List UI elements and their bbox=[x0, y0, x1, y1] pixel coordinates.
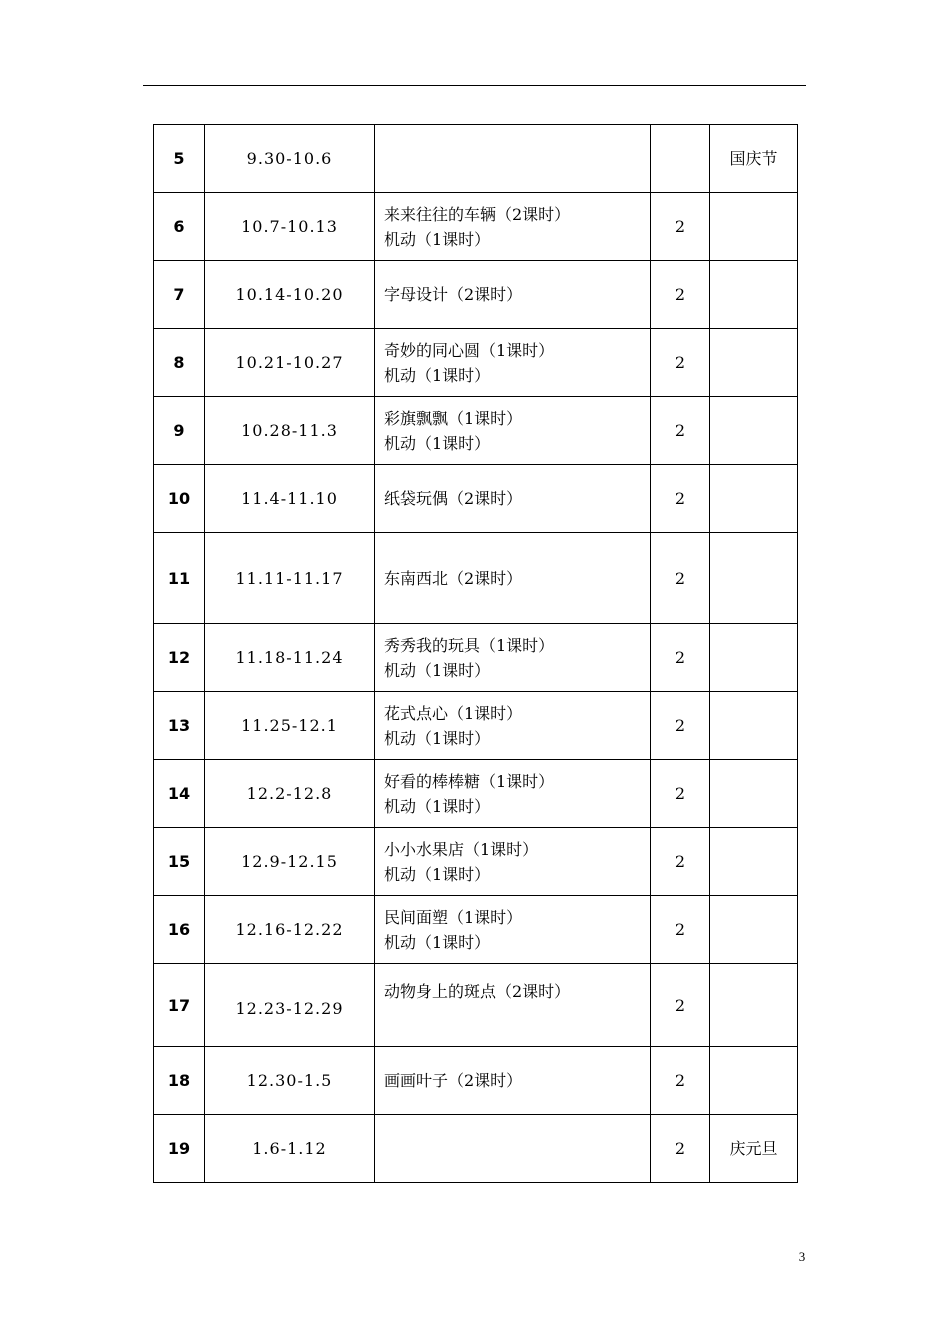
header-rule bbox=[143, 85, 806, 86]
content-line: 东南西北（2课时） bbox=[384, 568, 523, 588]
table-row bbox=[154, 465, 798, 533]
content-cell bbox=[375, 760, 651, 828]
note-cell bbox=[710, 1047, 798, 1115]
hours-cell bbox=[651, 125, 710, 193]
week-cell: 6 bbox=[154, 193, 205, 261]
table-row bbox=[154, 533, 798, 624]
content-cell bbox=[375, 896, 651, 964]
content-line: 民间面塑（1课时） bbox=[384, 907, 523, 927]
week-cell: 19 bbox=[154, 1115, 205, 1183]
note-cell bbox=[710, 692, 798, 760]
content-cell bbox=[375, 964, 651, 1047]
note-cell bbox=[710, 465, 798, 533]
content-cell bbox=[375, 1115, 651, 1183]
table-row bbox=[154, 828, 798, 896]
content-line: 好看的棒棒糖（1课时） bbox=[384, 771, 555, 791]
content-line: 机动（1课时） bbox=[384, 433, 491, 453]
content-line: 字母设计（2课时） bbox=[384, 285, 523, 304]
content-line: 机动（1课时） bbox=[384, 864, 491, 884]
table-row bbox=[154, 896, 798, 964]
date-cell: 11.25-12.1 bbox=[205, 692, 375, 760]
note-cell bbox=[710, 828, 798, 896]
content-cell bbox=[375, 261, 651, 329]
hours-cell: 2 bbox=[651, 397, 710, 465]
week-cell: 16 bbox=[154, 896, 205, 964]
date-cell: 1.6-1.12 bbox=[205, 1115, 375, 1183]
week-cell: 18 bbox=[154, 1047, 205, 1115]
note-cell: 国庆节 bbox=[710, 125, 798, 193]
note-cell bbox=[710, 964, 798, 1047]
date-cell: 11.11-11.17 bbox=[205, 533, 375, 624]
note-cell bbox=[710, 261, 798, 329]
table-row bbox=[154, 964, 798, 1047]
note-cell bbox=[710, 760, 798, 828]
week-cell: 13 bbox=[154, 692, 205, 760]
week-cell: 7 bbox=[154, 261, 205, 329]
hours-cell: 2 bbox=[651, 624, 710, 692]
note-cell bbox=[710, 624, 798, 692]
hours-cell: 2 bbox=[651, 964, 710, 1047]
date-cell: 10.21-10.27 bbox=[205, 329, 375, 397]
table-row bbox=[154, 760, 798, 828]
date-cell: 12.30-1.5 bbox=[205, 1047, 375, 1115]
content-line: 机动（1课时） bbox=[384, 796, 491, 816]
content-line: 来来往往的车辆（2课时） bbox=[384, 204, 571, 224]
hours-cell: 2 bbox=[651, 692, 710, 760]
week-cell: 14 bbox=[154, 760, 205, 828]
week-cell: 12 bbox=[154, 624, 205, 692]
content-line: 纸袋玩偶（2课时） bbox=[384, 489, 523, 508]
content-line: 花式点心（1课时） bbox=[384, 703, 523, 723]
hours-cell: 2 bbox=[651, 193, 710, 261]
hours-cell: 2 bbox=[651, 465, 710, 533]
content-line: 动物身上的斑点（2课时） bbox=[384, 982, 571, 1001]
content-line: 彩旗飘飘（1课时） bbox=[384, 408, 523, 428]
note-cell bbox=[710, 533, 798, 624]
note-cell bbox=[710, 329, 798, 397]
table-row bbox=[154, 1047, 798, 1115]
date-cell: 10.28-11.3 bbox=[205, 397, 375, 465]
content-cell bbox=[375, 1047, 651, 1115]
table-row bbox=[154, 193, 798, 261]
date-cell: 11.4-11.10 bbox=[205, 465, 375, 533]
table-row bbox=[154, 397, 798, 465]
content-line: 机动（1课时） bbox=[384, 728, 491, 748]
hours-cell: 2 bbox=[651, 760, 710, 828]
content-cell bbox=[375, 692, 651, 760]
content-line: 秀秀我的玩具（1课时） bbox=[384, 635, 555, 655]
content-cell bbox=[375, 125, 651, 193]
date-cell: 10.14-10.20 bbox=[205, 261, 375, 329]
table-row bbox=[154, 125, 798, 193]
week-cell: 17 bbox=[154, 964, 205, 1047]
content-line: 画画叶子（2课时） bbox=[384, 1071, 523, 1090]
week-cell: 10 bbox=[154, 465, 205, 533]
hours-cell: 2 bbox=[651, 261, 710, 329]
content-line: 小小水果店（1课时） bbox=[384, 839, 539, 859]
date-cell bbox=[205, 964, 375, 1047]
date-cell: 10.7-10.13 bbox=[205, 193, 375, 261]
hours-cell: 2 bbox=[651, 329, 710, 397]
date-cell: 12.16-12.22 bbox=[205, 896, 375, 964]
content-cell bbox=[375, 397, 651, 465]
table-row bbox=[154, 329, 798, 397]
table-row bbox=[154, 624, 798, 692]
date-text: 12.23-12.29 bbox=[235, 998, 344, 1018]
content-cell bbox=[375, 533, 651, 624]
content-cell bbox=[375, 828, 651, 896]
week-cell: 8 bbox=[154, 329, 205, 397]
week-cell: 9 bbox=[154, 397, 205, 465]
date-cell: 12.9-12.15 bbox=[205, 828, 375, 896]
hours-cell: 2 bbox=[651, 896, 710, 964]
content-line: 机动（1课时） bbox=[384, 365, 491, 385]
content-line: 奇妙的同心圆（1课时） bbox=[384, 340, 555, 360]
page-number: 3 bbox=[798, 1249, 806, 1264]
hours-cell: 2 bbox=[651, 533, 710, 624]
teaching-schedule-table bbox=[153, 124, 798, 1183]
content-line: 机动（1课时） bbox=[384, 932, 491, 952]
content-line: 机动（1课时） bbox=[384, 660, 491, 680]
table-row bbox=[154, 261, 798, 329]
table-row bbox=[154, 1115, 798, 1183]
content-cell bbox=[375, 624, 651, 692]
note-cell bbox=[710, 896, 798, 964]
table-row bbox=[154, 692, 798, 760]
week-cell: 15 bbox=[154, 828, 205, 896]
note-cell bbox=[710, 193, 798, 261]
content-cell bbox=[375, 465, 651, 533]
date-cell: 9.30-10.6 bbox=[205, 125, 375, 193]
date-cell: 12.2-12.8 bbox=[205, 760, 375, 828]
content-cell bbox=[375, 329, 651, 397]
note-cell bbox=[710, 397, 798, 465]
content-cell bbox=[375, 193, 651, 261]
hours-cell: 2 bbox=[651, 828, 710, 896]
note-cell: 庆元旦 bbox=[710, 1115, 798, 1183]
date-cell: 11.18-11.24 bbox=[205, 624, 375, 692]
hours-cell: 2 bbox=[651, 1047, 710, 1115]
content-line: 机动（1课时） bbox=[384, 229, 491, 249]
week-cell: 5 bbox=[154, 125, 205, 193]
hours-cell: 2 bbox=[651, 1115, 710, 1183]
week-cell: 11 bbox=[154, 533, 205, 624]
